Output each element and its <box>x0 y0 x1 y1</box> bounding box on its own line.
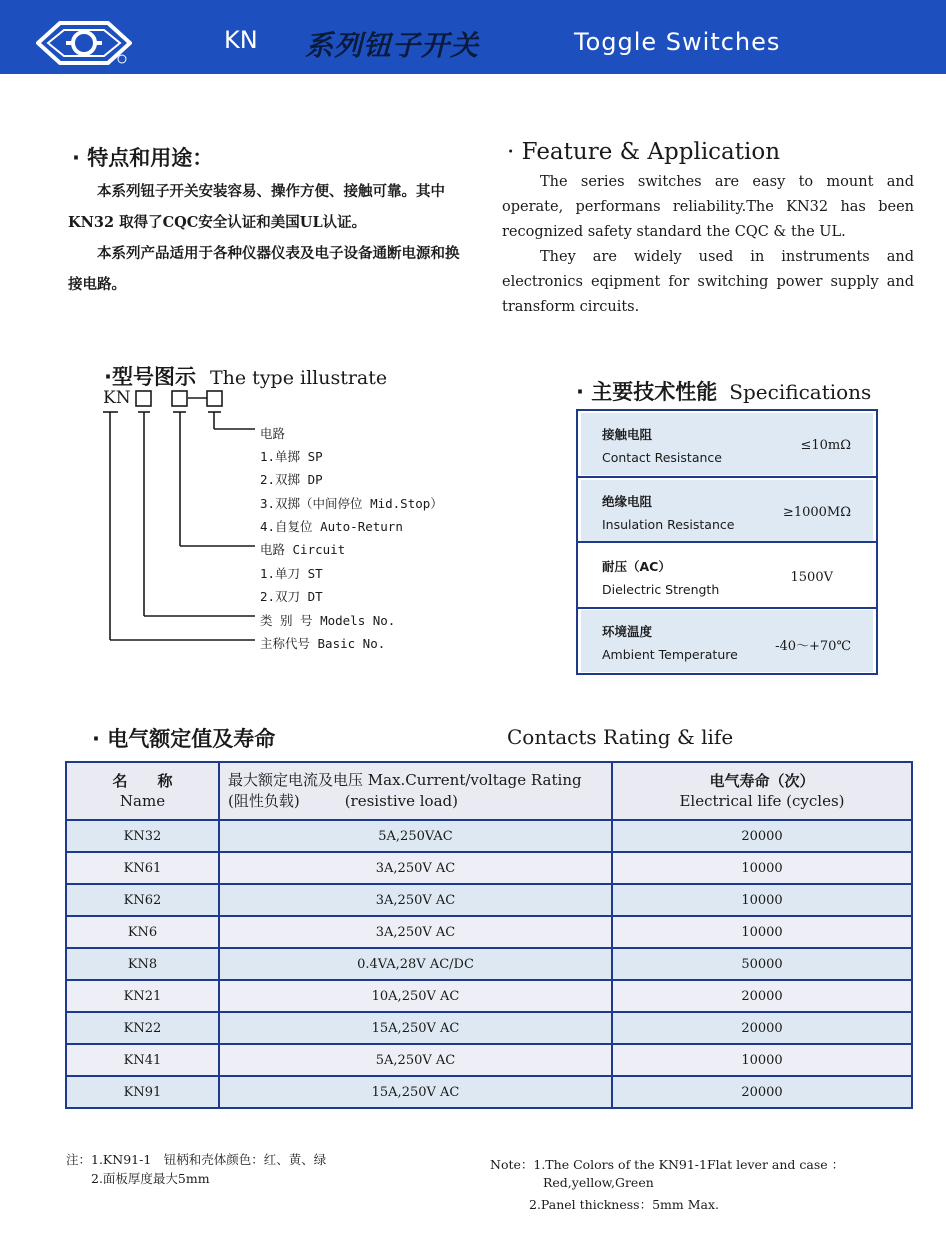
spec-row-insulation-resistance <box>581 480 873 542</box>
row-life-cell: 20000 <box>612 820 912 852</box>
table-row <box>66 852 912 884</box>
row-rating-cell: 3A,250V AC <box>219 916 612 948</box>
header-title-cn: 系列钮子开关 <box>305 29 480 62</box>
type-code-prefix: KN <box>103 388 131 408</box>
row-life-cell: 20000 <box>612 1076 912 1108</box>
code-box-models <box>136 391 151 406</box>
spec-value: ≤10mΩ <box>800 438 851 453</box>
header-name-cn: 名 称 <box>112 772 173 790</box>
table-row <box>66 916 912 948</box>
diagram-label-3: 2.双掷 DP <box>260 472 323 487</box>
note-en-line1: Note：1.The Colors of the KN91-1Flat lever and case ： <box>490 1157 845 1172</box>
spec-row-dielectric-strength <box>581 545 873 607</box>
brand-logo-icon <box>36 20 132 66</box>
type-illustrate-heading: ·型号图示 The type illustrate <box>104 365 388 389</box>
diagram-label-1: 电路 <box>260 426 286 441</box>
code-box-circuit-poles <box>172 391 187 406</box>
diagram-label-7: 1.单刀 ST <box>260 566 323 581</box>
diagram-label-2: 1.单掷 SP <box>260 449 323 464</box>
feature-heading-en: · Feature & Application <box>507 139 781 165</box>
rating-table-header <box>66 762 912 820</box>
row-rating-cell: 15A,250V AC <box>219 1076 612 1108</box>
row-name-cell: KN32 <box>66 820 219 852</box>
specifications-box <box>576 409 878 675</box>
header-life-en: Electrical life (cycles) <box>679 792 845 810</box>
note-en-line2: Red,yellow,Green <box>543 1175 654 1190</box>
table-row <box>66 948 912 980</box>
table-row <box>66 1044 912 1076</box>
row-rating-cell: 3A,250V AC <box>219 884 612 916</box>
row-name-cell: KN91 <box>66 1076 219 1108</box>
header-title-en: Toggle Switches <box>574 28 781 56</box>
header-series: KN <box>224 26 258 54</box>
header-name-en: Name <box>119 792 166 810</box>
row-life-cell: 10000 <box>612 916 912 948</box>
row-life-cell: 20000 <box>612 980 912 1012</box>
rating-table <box>65 761 913 1109</box>
spec-value: -40～+70℃ <box>775 639 851 654</box>
header-life-cell <box>612 762 912 820</box>
note-en-line3: 2.Panel thickness：5mm Max. <box>529 1197 719 1212</box>
note-cn-line1: 注：1.KN91-1 钮柄和壳体颜色：红、黄、绿 <box>66 1152 327 1167</box>
row-name-cell: KN62 <box>66 884 219 916</box>
feature-para1-cn: 本系列钮子开关安装容易、操作方便、接触可靠。其中KN32 取得了CQC安全认证和美国UL认证。 <box>68 183 445 231</box>
row-life-cell: 10000 <box>612 1044 912 1076</box>
spec-label-cn: 环境温度 <box>602 624 653 639</box>
row-rating-cell: 5A,250V AC <box>219 1044 612 1076</box>
rating-heading-cn: · 电气额定值及寿命 <box>92 727 276 751</box>
spec-row-ambient-temperature <box>581 610 873 672</box>
row-rating-cell: 0.4VA,28V AC/DC <box>219 948 612 980</box>
row-name-cell: KN41 <box>66 1044 219 1076</box>
type-code-diagram <box>100 388 270 648</box>
header-rating-line2: (阻性负载) (resistive load) <box>228 792 458 810</box>
spec-label-en: Ambient Temperature <box>602 647 738 662</box>
row-name-cell: KN61 <box>66 852 219 884</box>
spec-label-cn: 接触电阻 <box>602 427 653 442</box>
header-rating-cell <box>219 762 612 820</box>
diagram-label-8: 2.双刀 DT <box>260 589 323 604</box>
row-rating-cell: 3A,250V AC <box>219 852 612 884</box>
spec-value: 1500V <box>790 570 833 585</box>
feature-para2-en: They are widely used in instruments and electronics eqipment for switching power supply and transform circuits. <box>502 249 914 315</box>
specifications-heading: · 主要技术性能 Specifications <box>576 380 872 404</box>
row-life-cell: 20000 <box>612 1012 912 1044</box>
table-row <box>66 980 912 1012</box>
spec-label-en: Insulation Resistance <box>602 517 735 532</box>
note-cn-line2: 2.面板厚度最大5mm <box>91 1171 210 1186</box>
row-rating-cell: 15A,250V AC <box>219 1012 612 1044</box>
row-life-cell: 10000 <box>612 852 912 884</box>
row-life-cell: 10000 <box>612 884 912 916</box>
diagram-label-6: 电路 Circuit <box>260 542 346 557</box>
diagram-label-9: 类 别 号 Models No. <box>260 613 396 628</box>
header-rating-line1: 最大额定电流及电压 Max.Current/voltage Rating <box>228 771 582 789</box>
row-name-cell: KN21 <box>66 980 219 1012</box>
row-life-cell: 50000 <box>612 948 912 980</box>
spec-divider <box>578 607 876 609</box>
spec-label-en: Dielectric Strength <box>602 582 720 597</box>
diagram-label-4: 3.双掷（中间停位 Mid.Stop） <box>260 496 443 511</box>
table-row <box>66 1076 912 1108</box>
table-row <box>66 1012 912 1044</box>
feature-heading-cn: · 特点和用途： <box>72 146 214 170</box>
header-name-cell <box>66 762 219 820</box>
row-name-cell: KN6 <box>66 916 219 948</box>
row-rating-cell: 5A,250VAC <box>219 820 612 852</box>
row-name-cell: KN8 <box>66 948 219 980</box>
header-band <box>0 0 946 74</box>
spec-value: ≥1000MΩ <box>782 505 851 520</box>
rating-heading-en: Contacts Rating & life <box>507 725 734 749</box>
spec-label-cn: 绝缘电阻 <box>602 494 653 509</box>
spec-divider <box>578 541 876 543</box>
diagram-label-10: 主称代号 Basic No. <box>260 636 386 651</box>
table-row <box>66 884 912 916</box>
row-name-cell: KN22 <box>66 1012 219 1044</box>
code-box-circuit-throws <box>207 391 222 406</box>
header-life-cn: 电气寿命（次） <box>709 772 815 790</box>
feature-para2-cn: 本系列产品适用于各种仪器仪表及电子设备通断电源和换接电路。 <box>68 245 460 293</box>
diagram-label-5: 4.自复位 Auto-Return <box>260 519 403 534</box>
feature-para1-en: The series switches are easy to mount and operate, performans reliability.The KN32 has been recognized safety standard the CQC & the UL. <box>502 174 914 240</box>
table-row <box>66 820 912 852</box>
spec-row-contact-resistance <box>581 413 873 475</box>
row-rating-cell: 10A,250V AC <box>219 980 612 1012</box>
spec-label-cn: 耐压（AC） <box>602 559 671 574</box>
spec-divider <box>578 476 876 478</box>
spec-label-en: Contact Resistance <box>602 450 722 465</box>
